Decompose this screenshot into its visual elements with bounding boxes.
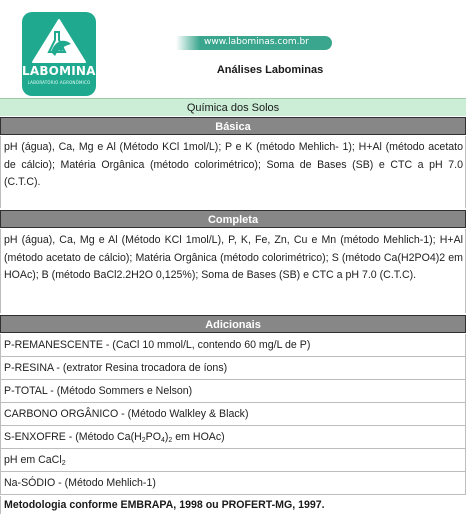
list-item-p-total: P-TOTAL - (Método Sommers e Nelson) <box>0 380 466 403</box>
s-enxofre-sub-2: 4 <box>160 437 165 444</box>
header <box>0 0 466 98</box>
s-enxofre-sub-3: 2 <box>168 437 173 444</box>
list-item-na-sodio: Na-SÓDIO - (Método Mehlich-1) <box>0 472 466 495</box>
s-enxofre-text-d: em HOAc) <box>172 431 225 443</box>
logo-tagline: LABORATÓRIO AGRONÔMICO <box>27 80 91 85</box>
table-title: Química dos Solos <box>0 98 466 116</box>
section-text-basica: pH (água), Ca, Mg e Al (Método KCl 1mol/L); P e K (método Mehlich- 1); H+Al (método acetato de cálcio); Matéria Orgânica (método colorimétrico); Soma de Bases (SB) e CTC a pH 7.0 (C.T.C). <box>0 136 466 208</box>
section-heading-completa: Completa <box>0 210 466 228</box>
s-enxofre-sub-1: 2 <box>141 437 146 444</box>
page-title: Análises Labominas <box>216 64 324 76</box>
website-url[interactable]: www.labominas.com.br <box>204 37 309 47</box>
section-text-completa: pH (água), Ca, Mg e Al (Método KCl 1mol/L), P, K, Fe, Zn, Cu e Mn (método Mehlich-1); H+Al (método acetato de cálcio); Matéria Orgânica (método colorimétrico); S (método Ca(H2PO4)2 em HOAc); B (método BaCl2.2H2O 0,125%); Soma de Bases (SB) e CTC a pH 7.0 (C.T.C). <box>0 229 466 313</box>
ph-cacl-sub: 2 <box>61 460 66 467</box>
ph-cacl-text: pH em CaCl <box>4 454 62 466</box>
section-heading-adicionais: Adicionais <box>0 315 466 333</box>
list-item-s-enxofre <box>0 426 466 449</box>
website-url-bar <box>200 36 332 50</box>
s-enxofre-text-a: S-ENXOFRE - (Método Ca(H <box>4 431 142 443</box>
logo-name: LABOMINAS <box>22 64 105 78</box>
section-heading-basica: Básica <box>0 117 466 135</box>
methodology-note: Metodologia conforme EMBRAPA, 1998 ou PROFERT-MG, 1997. <box>0 496 466 514</box>
list-item-ph-cacl2 <box>0 449 466 472</box>
s-enxofre-text-c: ) <box>164 431 169 443</box>
flask-leaf-icon <box>31 18 87 64</box>
s-enxofre-text-b: PO <box>145 431 161 443</box>
labominas-logo <box>22 12 105 96</box>
list-item-p-resina: P-RESINA - (extrator Resina trocadora de íons) <box>0 357 466 380</box>
list-item-p-remanescente: P-REMANESCENTE - (CaCl 10 mmol/L, contendo 60 mg/L de P) <box>0 334 466 357</box>
list-item-carbono-organico: CARBONO ORGÂNICO - (Método Walkley & Black) <box>0 403 466 426</box>
